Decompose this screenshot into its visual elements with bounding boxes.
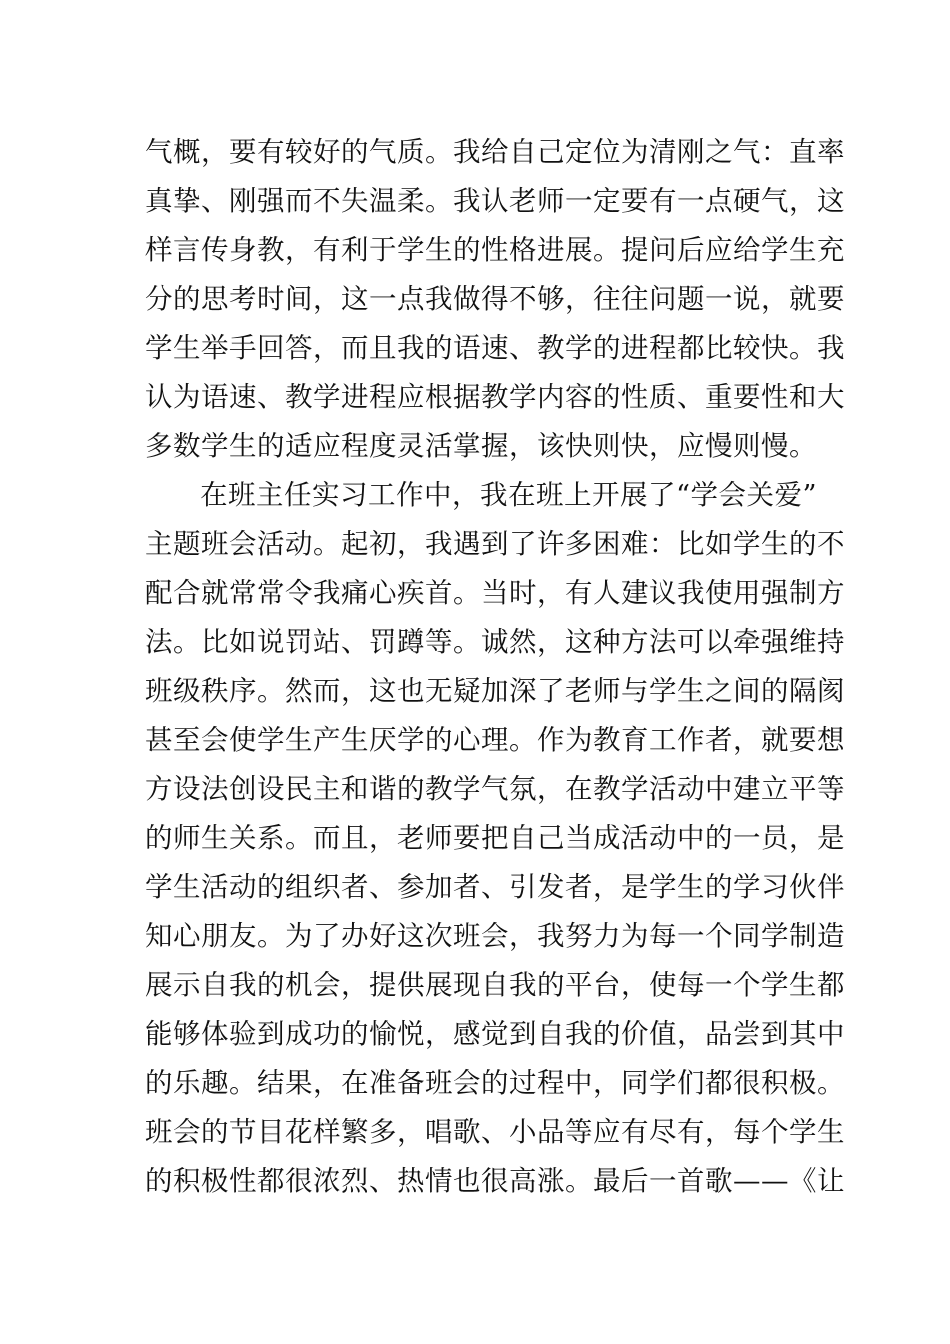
text-line: 甚至会使学生产生厌学的心理。作为教育工作者，就要想	[145, 724, 845, 756]
text-line: 班会的节目花样繁多，唱歌、小品等应有尽有，每个学生	[145, 1116, 845, 1148]
body-text	[145, 128, 845, 1206]
text-line: 分的思考时间，这一点我做得不够，往往问题一说，就要	[145, 283, 845, 315]
text-line: 的师生关系。而且，老师要把自己当成活动中的一员，是	[145, 822, 845, 854]
text-line: 知心朋友。为了办好这次班会，我努力为每一个同学制造	[145, 920, 845, 952]
text-line: 法。比如说罚站、罚蹲等。诚然，这种方法可以牵强维持	[145, 626, 845, 658]
text-line: 在班主任实习工作中，我在班上开展了“学会关爱”	[200, 479, 818, 511]
text-line: 方设法创设民主和谐的教学气氛，在教学活动中建立平等	[145, 773, 845, 805]
text-line: 展示自我的机会，提供展现自我的平台，使每一个学生都	[145, 969, 845, 1001]
text-line: 样言传身教，有利于学生的性格进展。提问后应给学生充	[145, 234, 845, 266]
text-line: 配合就常常令我痛心疾首。当时，有人建议我使用强制方	[145, 577, 845, 609]
text-line: 多数学生的适应程度灵活掌握，该快则快，应慢则慢。	[145, 430, 817, 462]
text-line: 主题班会活动。起初，我遇到了许多困难：比如学生的不	[145, 528, 845, 560]
text-line: 学生举手回答，而且我的语速、教学的进程都比较快。我	[145, 332, 845, 364]
text-line: 气概，要有较好的气质。我给自己定位为清刚之气：直率	[145, 136, 845, 168]
text-line: 能够体验到成功的愉悦，感觉到自我的价值，品尝到其中	[145, 1018, 845, 1050]
text-line: 班级秩序。然而，这也无疑加深了老师与学生之间的隔阂	[145, 675, 845, 707]
text-line: 认为语速、教学进程应根据教学内容的性质、重要性和大	[145, 381, 845, 413]
paragraph-1	[145, 128, 845, 471]
text-line: 的乐趣。结果，在准备班会的过程中，同学们都很积极。	[145, 1067, 845, 1099]
text-line: 真挚、刚强而不失温柔。我认老师一定要有一点硬气，这	[145, 185, 845, 217]
text-line: 学生活动的组织者、参加者、引发者，是学生的学习伙伴	[145, 871, 845, 903]
text-line: 的积极性都很浓烈、热情也很高涨。最后一首歌——《让	[145, 1165, 845, 1197]
paragraph-2	[145, 471, 845, 1206]
